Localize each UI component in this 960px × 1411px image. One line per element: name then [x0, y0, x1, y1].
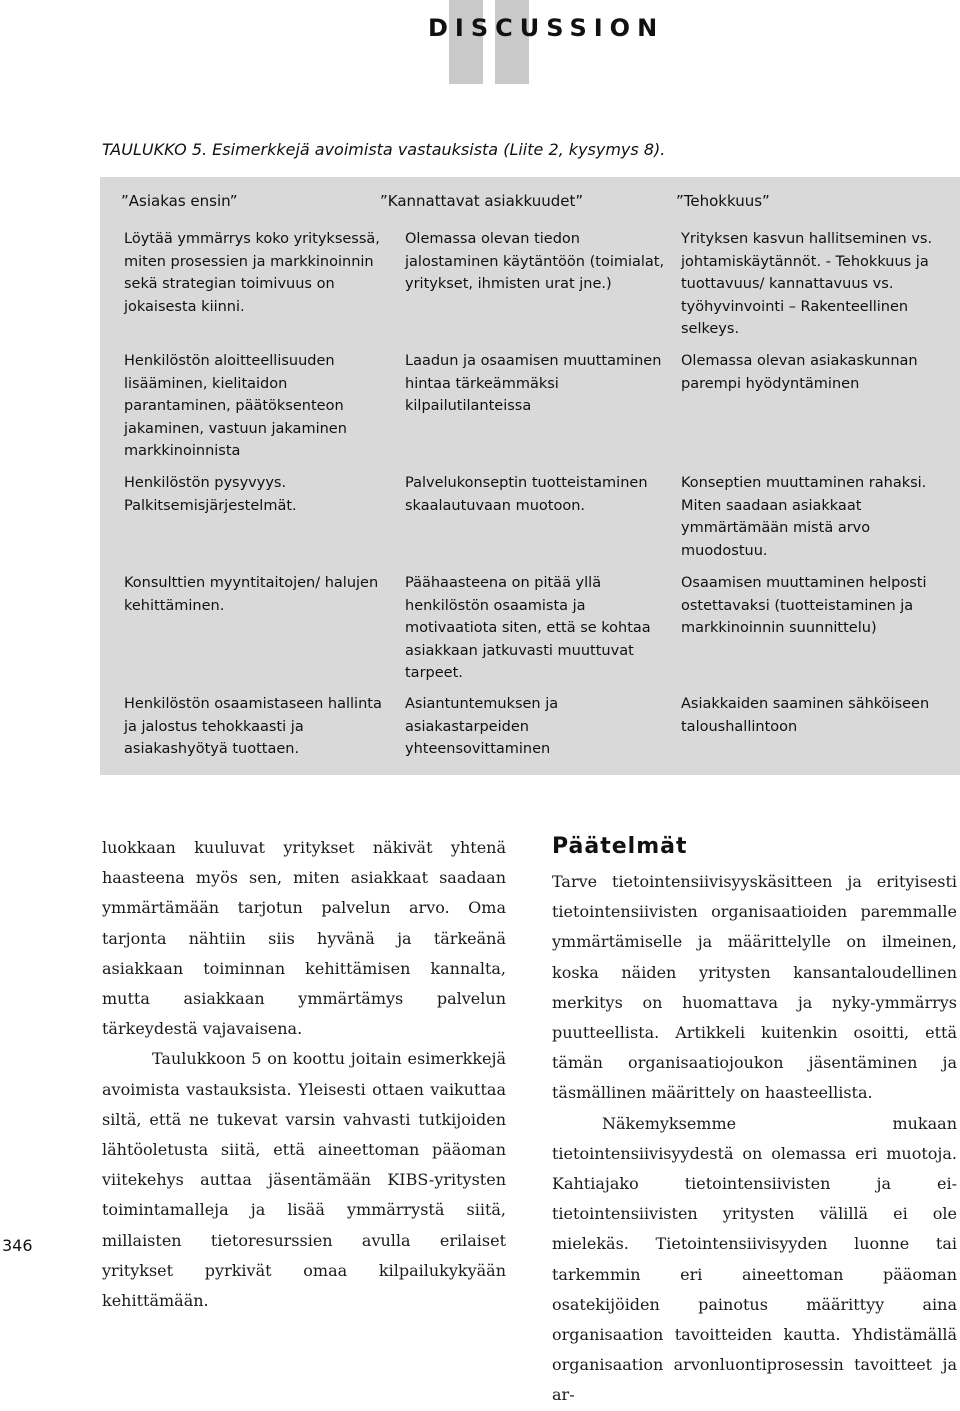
table-caption: TAULUKKO 5. Esimerkkejä avoimista vastauksista (Liite 2, kysymys 8). — [102, 140, 666, 159]
table-cell: Laadun ja osaamisen muuttaminen hintaa tärkeämmäksi kilpailutilanteissa — [405, 353, 662, 414]
paragraph: Tarve tietointensiivisyyskäsitteen ja erityisesti tietointensiivisten organisaatioiden paremmalle ymmärtämiselle ja määrittelylle on ilmeinen, koska näiden yritysten kansantaloudellinen merkitys on huomattava ja nyky-ymmärrys puutteellista. Artikkeli kuitenkin osoitti, että tämän organisaatiojoukon jäsentäminen ja täsmällinen määrittely on haasteellista. — [552, 872, 957, 1103]
section-subheading: Päätelmät — [552, 834, 688, 859]
table-column-header: ”Kannattavat asiakkuudet” — [380, 192, 584, 210]
table-column-header: ”Tehokkuus” — [676, 192, 770, 210]
table-cell: Päähaasteena on pitää yllä henkilöstön osaamista ja motivaatiota siten, että se kohtaa asiakkaan jatkuvasti muuttuvat tarpeet. — [405, 575, 651, 681]
table-column-header: ”Asiakas ensin” — [121, 192, 238, 210]
table-cell: Yrityksen kasvun hallitseminen vs. johtamiskäytännöt. - Tehokkuus ja tuottavuus/ kannattavuus vs. työhyvinvointi – Rakenteellinen selkeys. — [681, 231, 933, 337]
table-cell: Olemassa olevan tiedon jalostaminen käytäntöön (toimialat, yritykset, ihmisten urat jne.) — [405, 231, 665, 292]
paragraph: luokkaan kuuluvat yritykset näkivät yhtenä haasteena myös sen, miten asiakkaat saadaan ymmärtämään tarjotun palvelun arvo. Oma tarjonta nähtiin siis hyvänä ja tärkeänä asiakkaan toiminnan kehittämisen kannalta, mutta asiakkaan ymmärtämys palvelun tärkeydestä vajavaisena. — [102, 838, 506, 1039]
paragraph: Taulukkoon 5 on koottu joitain esimerkkejä avoimista vastauksista. Yleisesti ottaen vaikuttaa siltä, että ne tukevat varsin vahvasti tutkijoiden lähtöoletusta siitä, että aineettoman pääoman viitekehys auttaa jäsentämään KIBS-yritysten toimintamalleja ja lisää ymmärrystä siitä, millaisten tietoresurssien avulla erilaiset yritykset pyrkivät omaa kilpailukykyään kehittämään. — [102, 1049, 506, 1311]
table-cell: Osaamisen muuttaminen helposti ostettavaksi (tuotteistaminen ja markkinoinnin suunnittelu) — [681, 575, 927, 636]
body-text-right-column — [552, 867, 957, 1411]
body-text-left-column — [102, 833, 506, 1316]
table-cell: Löytää ymmärrys koko yrityksessä, miten prosessien ja markkinoinnin sekä strategian toimivuus on jokaisesta kiinni. — [124, 231, 380, 315]
table-cell: Asiantuntemuksen ja asiakastarpeiden yhteensovittaminen — [405, 696, 559, 757]
table-cell: Henkilöstön osaamistaseen hallinta ja jalostus tehokkaasti ja asiakashyötyä tuottaen. — [124, 696, 382, 757]
table-cell: Asiakkaiden saaminen sähköiseen taloushallintoon — [681, 696, 930, 735]
table-cell: Olemassa olevan asiakaskunnan parempi hyödyntäminen — [681, 353, 918, 392]
table-cell: Henkilöstön aloitteellisuuden lisääminen, kielitaidon parantaminen, päätöksenteon jakaminen, vastuun jakaminen markkinoinnista — [124, 353, 347, 459]
section-title: DISCUSSION — [428, 14, 665, 42]
table-cell: Palvelukonseptin tuotteistaminen skaalautuvaan muotoon. — [405, 475, 648, 514]
header-decor-bar — [449, 0, 483, 84]
page-number: 346 — [2, 1236, 33, 1255]
table-cell: Konseptien muuttaminen rahaksi. Miten saadaan asiakkaat ymmärtämään mistä arvo muodostuu. — [681, 475, 927, 559]
header-decor-bar — [495, 0, 529, 84]
table-cell: Henkilöstön pysyvyys. Palkitsemisjärjestelmät. — [124, 475, 297, 514]
table-cell: Konsulttien myyntitaitojen/ halujen kehittäminen. — [124, 575, 379, 614]
paragraph: Näkemyksemme mukaan tietointensiivisyydestä on olemassa eri muotoja. Kahtiajako tietointensiivisten ja ei-tietointensiivisten yritysten välillä ei ole mielekäs. Tietointensiivisyyden luonne tai tarkemmin eri aineettoman pääoman osatekijöiden painotus määrittyy aina organisaation tavoitteiden kautta. Yhdistämällä organisaation arvonluontiprosessin tavoitteet ja ar- — [552, 1113, 957, 1405]
